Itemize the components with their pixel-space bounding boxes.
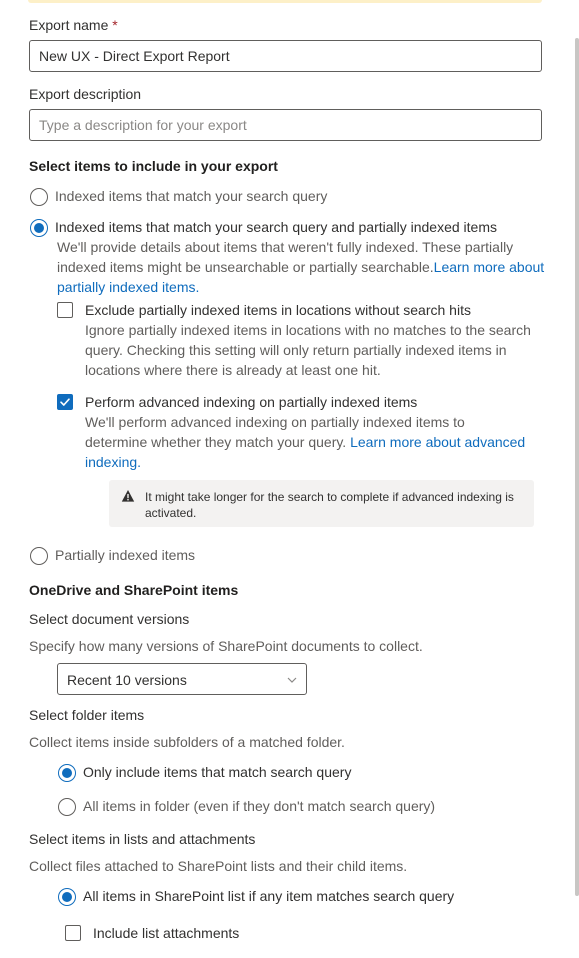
warning-line: It might take longer for the search to complete if advanced indexing is (145, 490, 514, 504)
description-line: query. Checking this setting will only return partially indexed items in (85, 342, 507, 358)
required-mark: * (112, 17, 118, 33)
lists-attachments-description: Collect files attached to SharePoint lists and their child items. (29, 858, 408, 874)
warning-text (145, 489, 525, 521)
radio-folder-match-only-label[interactable]: Only include items that match search query (83, 764, 352, 780)
indexed-and-partial-description (57, 237, 547, 297)
radio-partially-indexed-label[interactable]: Partially indexed items (55, 547, 196, 563)
exclude-partial-checkbox[interactable] (57, 302, 73, 318)
include-list-attachments-checkbox[interactable] (65, 925, 81, 941)
export-description-input[interactable] (29, 109, 542, 141)
warning-icon (121, 489, 135, 503)
radio-indexed-and-partial-label[interactable]: Indexed items that match your search query and partially indexed items (55, 219, 498, 235)
radio-folder-all-items[interactable] (58, 798, 76, 816)
onedrive-sharepoint-heading: OneDrive and SharePoint items (29, 582, 239, 598)
folder-items-description: Collect items inside subfolders of a matched folder. (29, 734, 345, 750)
advanced-indexing-warning (109, 480, 534, 527)
radio-indexed-items[interactable] (30, 188, 48, 206)
description-line: We'll perform advanced indexing on partially indexed items to (85, 414, 465, 430)
lists-attachments-label: Select items in lists and attachments (29, 831, 256, 847)
include-list-attachments-label[interactable]: Include list attachments (93, 925, 240, 941)
radio-all-list-items-label[interactable]: All items in SharePoint list if any item matches search query (83, 888, 455, 904)
radio-all-list-items[interactable] (58, 888, 76, 906)
learn-more-advanced-link-cont[interactable]: indexing. (85, 454, 142, 470)
description-line: locations where there is already at least one hit. (85, 362, 381, 378)
learn-more-advanced-link[interactable]: Learn more about advanced (350, 434, 526, 450)
learn-more-partial-link-cont[interactable]: partially indexed items. (57, 279, 200, 295)
exclude-partial-description (85, 320, 545, 380)
folder-items-label: Select folder items (29, 707, 145, 723)
radio-folder-all-items-label[interactable]: All items in folder (even if they don't match search query) (83, 798, 436, 814)
learn-more-partial-link[interactable]: Learn more about (433, 259, 545, 275)
advanced-indexing-description (85, 412, 545, 472)
checkmark-icon (59, 396, 71, 408)
advanced-indexing-checkbox[interactable] (57, 394, 73, 410)
export-name-input[interactable] (29, 40, 542, 72)
document-versions-value: Recent 10 versions (67, 672, 187, 688)
document-versions-description: Specify how many versions of SharePoint documents to collect. (29, 638, 423, 654)
advanced-indexing-label[interactable]: Perform advanced indexing on partially indexed items (85, 394, 418, 410)
export-name-label-text: Export name (29, 17, 109, 33)
chevron-down-icon (286, 674, 298, 686)
radio-indexed-items-label[interactable]: Indexed items that match your search query (55, 188, 328, 204)
description-line: Ignore partially indexed items in locations with no matches to the search (85, 322, 531, 338)
export-name-label (29, 17, 118, 33)
exclude-partial-label[interactable]: Exclude partially indexed items in locations without search hits (85, 302, 471, 318)
warning-line: activated. (145, 506, 197, 520)
radio-partially-indexed[interactable] (30, 547, 48, 565)
radio-indexed-and-partial[interactable] (30, 219, 48, 237)
radio-folder-match-only[interactable] (58, 764, 76, 782)
document-versions-label: Select document versions (29, 611, 190, 627)
select-items-heading: Select items to include in your export (29, 158, 278, 174)
notification-banner-edge (28, 0, 542, 3)
export-description-label: Export description (29, 86, 142, 102)
document-versions-dropdown[interactable] (57, 663, 307, 695)
description-line: indexed items might be unsearchable or partially searchable. (57, 259, 434, 275)
scrollbar[interactable] (575, 38, 579, 896)
description-line: determine whether they match your query. (85, 434, 347, 450)
description-line: We'll provide details about items that weren't fully indexed. These partially (57, 239, 514, 255)
